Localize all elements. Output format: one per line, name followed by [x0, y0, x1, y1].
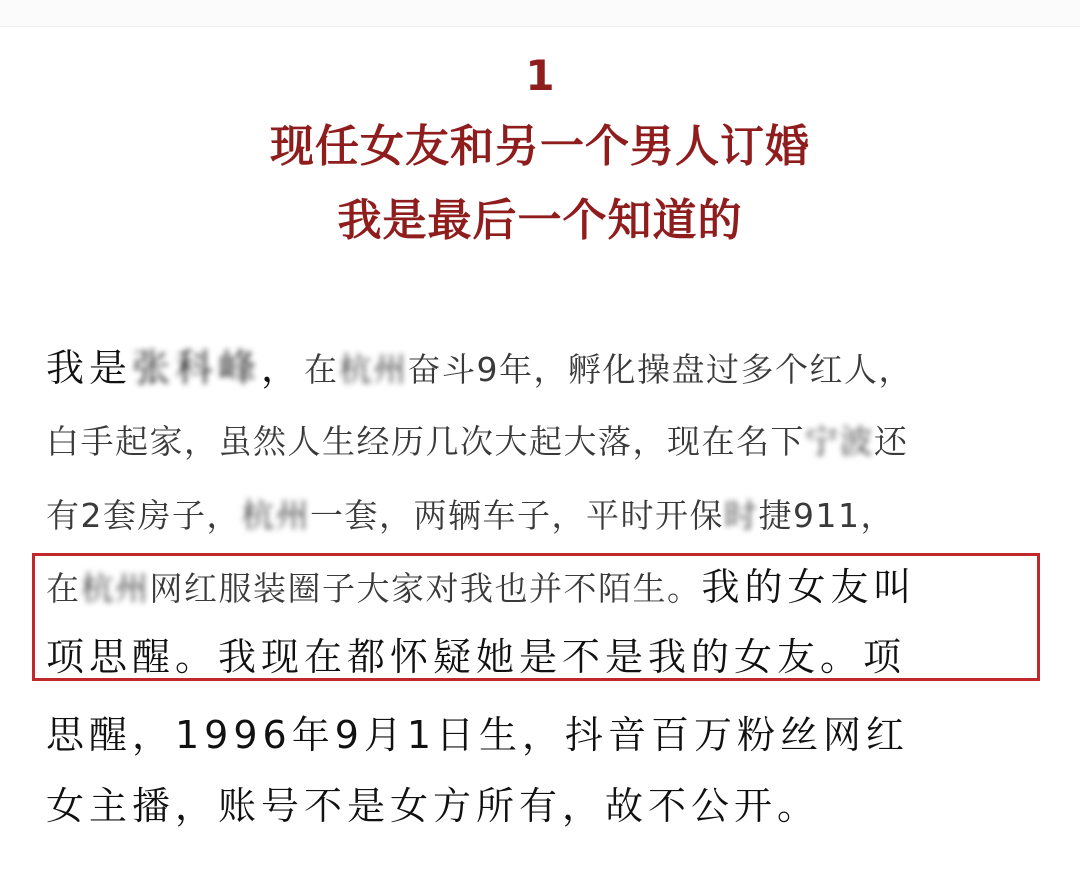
top-divider [0, 0, 1080, 27]
redacted-place: 杭州 [338, 350, 408, 389]
paragraph-line-2 [46, 418, 1036, 466]
paragraph-line-3 [46, 492, 1036, 540]
line-text-end: 捷911， [758, 496, 895, 535]
section-title-line-2: 我是最后一个知道的 [337, 195, 743, 246]
intro-text: 我是 [46, 346, 133, 390]
location-prefix: 在 [304, 350, 339, 389]
line-text: 有2套房子， [46, 496, 241, 535]
redacted-place: 杭州 [241, 496, 310, 535]
paragraph-line-1 [46, 344, 1036, 400]
paragraph-line-6: 思醒，1996年9月1日生，抖音百万粉丝网红 [46, 713, 910, 757]
comma: ， [261, 346, 305, 390]
line-text: 奋斗9年，孵化操盘过多个红人， [407, 350, 914, 389]
line-text-end: 还 [874, 422, 909, 461]
highlighted-text: 我的女友叫 [701, 565, 917, 609]
paragraph-line-5: 项思醒。我现在都怀疑她是不是我的女友。项 [46, 635, 907, 679]
line-text: 白手起家，虽然人生经历几次大起大落，现在名下 [46, 422, 805, 461]
location-prefix: 在 [46, 569, 81, 608]
section-number: 1 [525, 51, 555, 100]
line-text: 网红服装圈子大家对我也并不陌生。 [149, 569, 702, 608]
redacted-place: 杭州 [80, 569, 150, 608]
paragraph-line-4 [46, 562, 1036, 620]
redacted-word: 时 [724, 496, 759, 535]
section-title-line-1: 现任女友和另一个男人订婚 [270, 121, 810, 172]
redacted-name: 张科峰 [132, 346, 262, 390]
redacted-place: 宁波 [805, 422, 874, 461]
line-text-middle: 一套，两辆车子，平时开保 [310, 496, 724, 535]
paragraph-line-7: 女主播，账号不是女方所有，故不公开。 [46, 784, 821, 828]
